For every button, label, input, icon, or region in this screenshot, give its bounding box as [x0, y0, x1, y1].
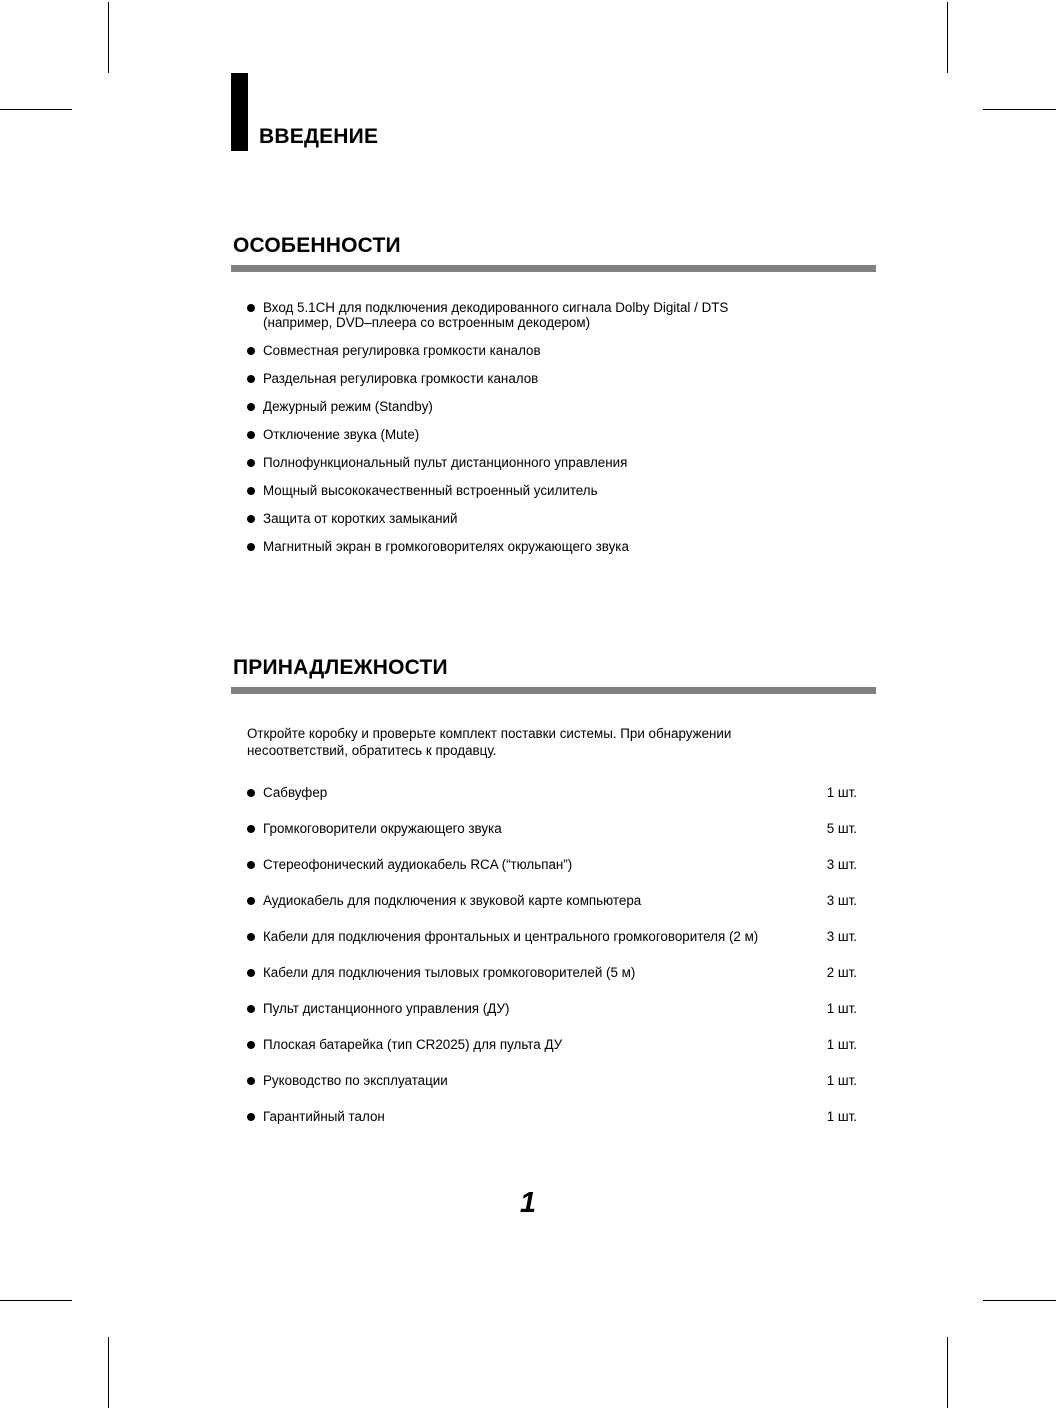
accessories-title: ПРИНАДЛЕЖНОСТИ	[233, 656, 448, 679]
intro-line: несоответствий, обратитесь к продавцу.	[247, 743, 497, 758]
crop-mark	[947, 2, 948, 73]
feature-text: Защита от коротких замыканий	[263, 511, 458, 526]
chapter-bar	[231, 73, 248, 151]
feature-text: Совместная регулировка громкости каналов	[263, 343, 541, 358]
feature-text: Мощный высококачественный встроенный усилитель	[263, 483, 598, 498]
bullet-icon	[247, 375, 255, 383]
bullet-icon	[247, 487, 255, 495]
accessory-name: Сабвуфер	[263, 785, 328, 800]
bullet-icon	[247, 1113, 255, 1121]
accessory-qty: 2 шт.	[826, 965, 857, 980]
accessory-name: Плоская батарейка (тип CR2025) для пульта ДУ	[263, 1037, 563, 1052]
accessory-qty: 3 шт.	[826, 893, 857, 908]
bullet-icon	[247, 861, 255, 869]
bullet-icon	[247, 403, 255, 411]
accessory-qty: 3 шт.	[826, 857, 857, 872]
accessory-name: Громкоговорители окружающего звука	[263, 821, 502, 836]
bullet-icon	[247, 897, 255, 905]
accessories-intro	[247, 725, 807, 759]
accessory-name: Кабели для подключения тыловых громкоговорителей (5 м)	[263, 965, 636, 980]
accessory-name: Стереофонический аудиокабель RCA (“тюльпан”)	[263, 857, 573, 872]
features-title: ОСОБЕННОСТИ	[233, 234, 401, 257]
feature-text: Вход 5.1CH для подключения декодированного сигнала Dolby Digital / DTS	[263, 300, 729, 315]
accessory-name: Руководство по эксплуатации	[263, 1073, 448, 1088]
crop-mark	[983, 109, 1056, 110]
bullet-icon	[247, 515, 255, 523]
accessory-qty: 1 шт.	[826, 785, 857, 800]
crop-mark	[108, 1337, 109, 1408]
accessory-name: Гарантийный талон	[263, 1109, 385, 1124]
bullet-icon	[247, 431, 255, 439]
accessory-name: Пульт дистанционного управления (ДУ)	[263, 1001, 510, 1016]
bullet-icon	[247, 969, 255, 977]
page-number: 1	[519, 1187, 537, 1219]
accessory-qty: 1 шт.	[826, 1001, 857, 1016]
feature-text: Полнофункциональный пульт дистанционного управления	[263, 455, 628, 470]
chapter-title: ВВЕДЕНИЕ	[259, 125, 379, 148]
intro-line: Откройте коробку и проверьте комплект поставки системы. При обнаружении	[247, 726, 732, 741]
bullet-icon	[247, 347, 255, 355]
bullet-icon	[247, 1041, 255, 1049]
bullet-icon	[247, 304, 255, 312]
feature-text: Раздельная регулировка громкости каналов	[263, 371, 539, 386]
bullet-icon	[247, 1005, 255, 1013]
feature-text: (например, DVD–плеера со встроенным декодером)	[263, 315, 591, 330]
bullet-icon	[247, 1077, 255, 1085]
feature-text: Дежурный режим (Standby)	[263, 399, 433, 414]
bullet-icon	[247, 543, 255, 551]
bullet-icon	[247, 825, 255, 833]
accessory-name: Кабели для подключения фронтальных и центрального громкоговорителя (2 м)	[263, 929, 759, 944]
accessory-qty: 3 шт.	[826, 929, 857, 944]
bullet-icon	[247, 789, 255, 797]
crop-mark	[108, 2, 109, 73]
accessory-qty: 1 шт.	[826, 1073, 857, 1088]
accessories-rule	[231, 687, 876, 694]
feature-text: Отключение звука (Mute)	[263, 427, 420, 442]
feature-text: Магнитный экран в громкоговорителях окружающего звука	[263, 539, 629, 554]
features-rule	[231, 265, 876, 272]
accessory-qty: 1 шт.	[826, 1037, 857, 1052]
crop-mark	[0, 1300, 72, 1301]
accessory-qty: 1 шт.	[826, 1109, 857, 1124]
accessory-qty: 5 шт.	[826, 821, 857, 836]
accessory-name: Аудиокабель для подключения к звуковой карте компьютера	[263, 893, 642, 908]
crop-mark	[0, 109, 72, 110]
crop-mark	[983, 1300, 1056, 1301]
bullet-icon	[247, 933, 255, 941]
bullet-icon	[247, 459, 255, 467]
crop-mark	[947, 1337, 948, 1408]
